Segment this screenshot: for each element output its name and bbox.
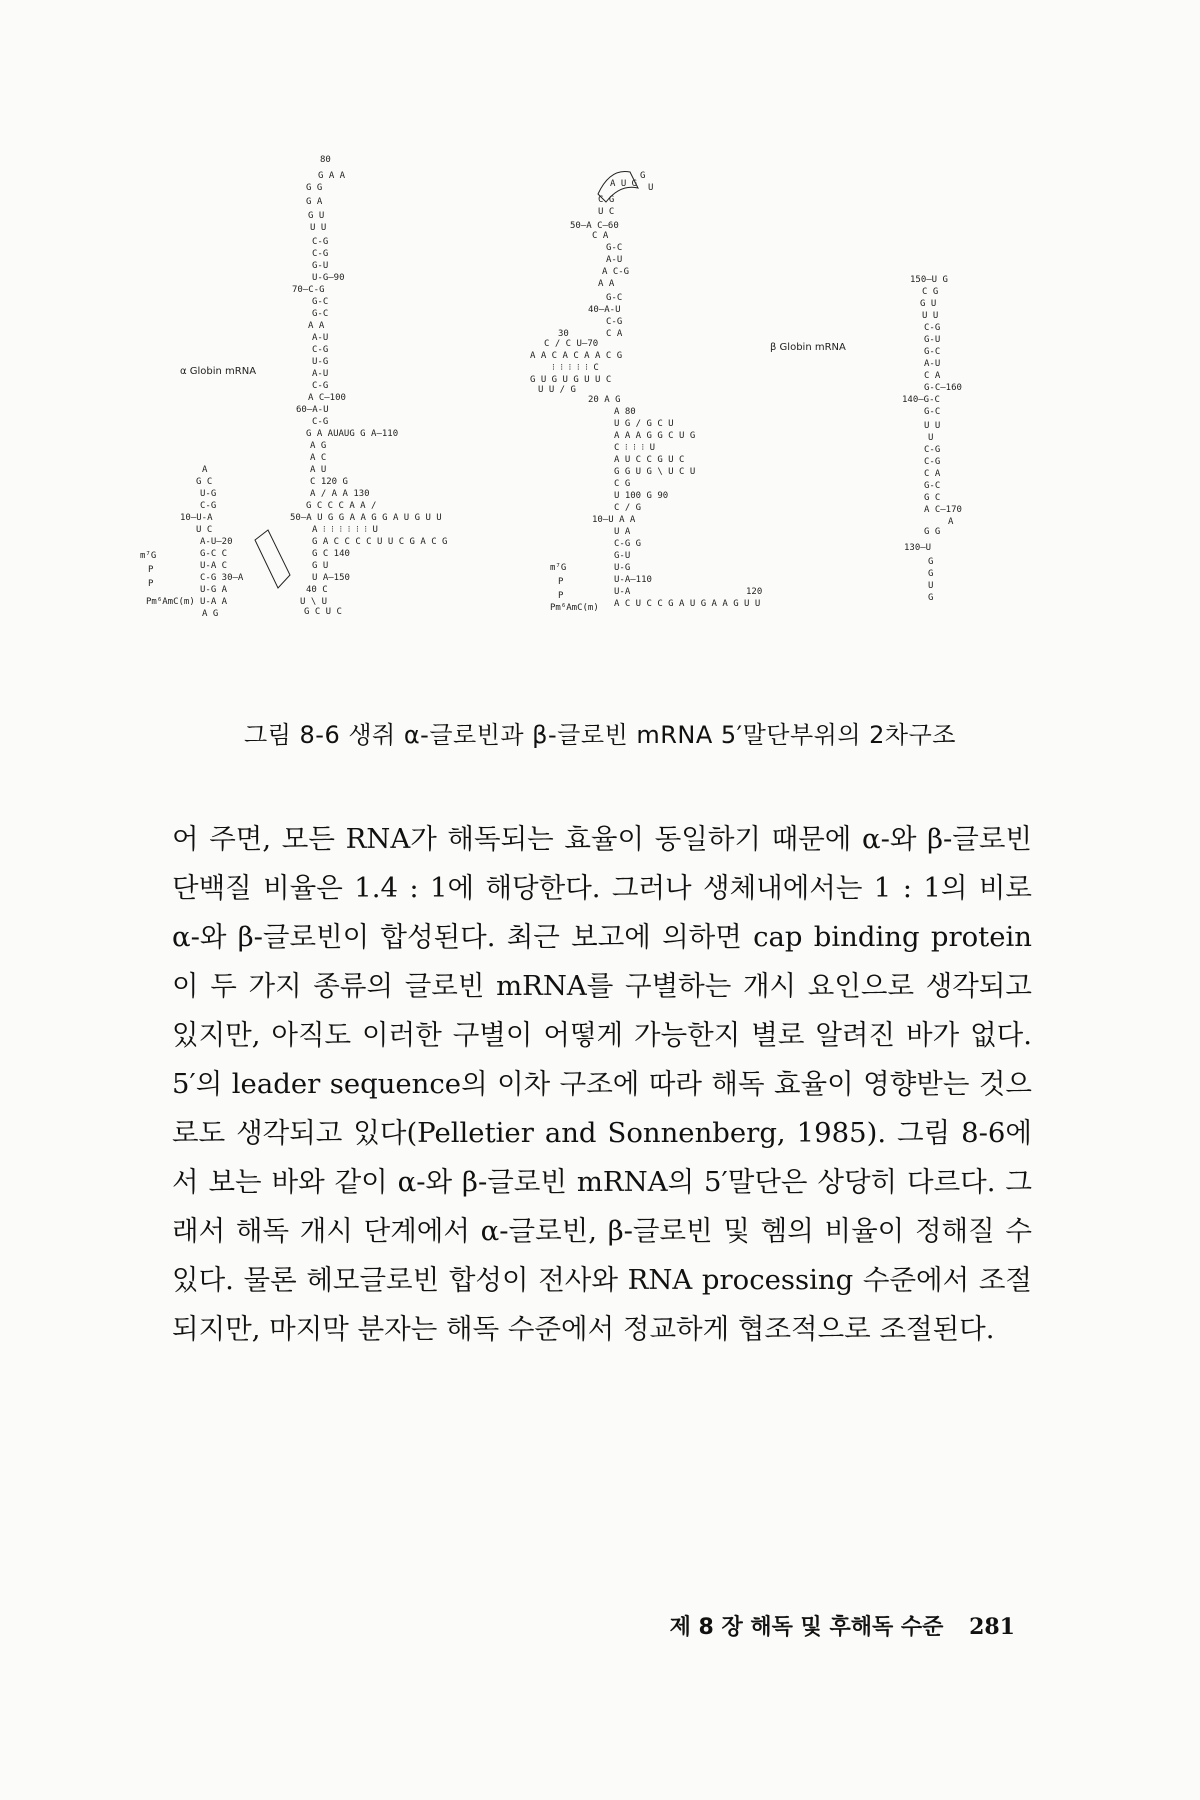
svg-text:G-C: G-C (924, 347, 941, 357)
svg-text:60—A-U: 60—A-U (296, 405, 329, 415)
svg-text:G U: G U (308, 211, 325, 221)
svg-text:U-G A: U-G A (200, 585, 228, 595)
svg-text:U-A C: U-A C (200, 561, 228, 571)
svg-text:U-G: U-G (614, 563, 631, 573)
svg-text:U: U (928, 581, 934, 591)
svg-text:C-G: C-G (606, 317, 623, 327)
svg-text:A A: A A (308, 321, 325, 331)
svg-text:C A: C A (592, 231, 609, 241)
svg-text:40—A-U: 40—A-U (588, 305, 621, 315)
svg-text:G: G (928, 557, 934, 567)
alpha-globin-structure (140, 155, 447, 619)
svg-text:A U C C G U C: A U C C G U C (614, 455, 685, 465)
svg-text:C-G: C-G (924, 323, 941, 333)
svg-text:G-C: G-C (312, 309, 329, 319)
alpha-cap: Pm⁶AmC(m) (146, 597, 195, 607)
figure-caption: 그림 8-6 생쥐 α-글로빈과 β-글로빈 mRNA 5′말단부위의 2차구조 (244, 721, 956, 749)
svg-text:A C: A C (310, 453, 327, 463)
svg-text:G C: G C (196, 477, 213, 487)
svg-text:U 100 G 90: U 100 G 90 (614, 491, 669, 501)
svg-text:A U: A U (310, 465, 327, 475)
svg-text:G A AUAUG G A—110: G A AUAUG G A—110 (306, 429, 399, 439)
beta-m7g: m⁷G (550, 563, 567, 573)
svg-text:U-A A: U-A A (200, 597, 228, 607)
svg-text:C G: C G (614, 479, 631, 489)
svg-text:U C: U C (598, 207, 615, 217)
svg-text:C / C U—70: C / C U—70 (544, 339, 599, 349)
svg-text:G-U: G-U (312, 261, 329, 271)
svg-text:A U G: A U G (610, 179, 638, 189)
svg-text:G U: G U (920, 299, 937, 309)
svg-text:U U: U U (924, 421, 941, 431)
svg-text:C G: C G (598, 195, 615, 205)
svg-text:G: G (928, 569, 934, 579)
svg-text:C ⁝ ⁝ ⁝ U: C ⁝ ⁝ ⁝ U (614, 443, 656, 453)
svg-text:A G: A G (202, 609, 219, 619)
svg-text:G G U G \ U C U: G G U G \ U C U (614, 467, 696, 477)
beta-globin-structure (530, 171, 962, 613)
svg-text:A A A G G C U G: A A A G G C U G (614, 431, 696, 441)
svg-text:G-C—160: G-C—160 (924, 383, 962, 393)
svg-text:G U: G U (312, 561, 329, 571)
body-text (172, 815, 1032, 1354)
svg-text:U G / G C U: U G / G C U (614, 419, 674, 429)
svg-text:U U / G: U U / G (538, 385, 576, 395)
svg-text:C-G 30—A: C-G 30—A (200, 573, 244, 583)
svg-text:130—U: 130—U (904, 543, 932, 553)
svg-text:A-U: A-U (924, 359, 941, 369)
svg-text:U: U (648, 183, 654, 193)
svg-text:30: 30 (558, 329, 569, 339)
svg-text:G: G (928, 593, 934, 603)
svg-text:150—U G: 150—U G (910, 275, 948, 285)
svg-text:G-C C: G-C C (200, 549, 228, 559)
chapter-title: 제 8 장 해독 및 후해독 수준 (669, 1615, 944, 1640)
svg-text:C-G: C-G (924, 457, 941, 467)
svg-text:U-A: U-A (614, 587, 631, 597)
svg-text:G-C: G-C (606, 293, 623, 303)
svg-text:C 120 G: C 120 G (310, 477, 348, 487)
svg-text:G-C: G-C (924, 481, 941, 491)
svg-text:C-G: C-G (312, 345, 329, 355)
svg-text:50—A U G G A A G G A U G U U: 50—A U G G A A G G A U G U U (290, 513, 442, 523)
svg-text:G-C: G-C (924, 407, 941, 417)
alpha-globin-label: α Globin mRNA (180, 366, 257, 377)
svg-text:G C 140: G C 140 (312, 549, 350, 559)
svg-text:U-A—110: U-A—110 (614, 575, 652, 585)
beta-globin-label: β Globin mRNA (770, 342, 846, 353)
svg-text:G: G (640, 171, 646, 181)
svg-text:80: 80 (320, 155, 331, 165)
svg-text:A G: A G (310, 441, 327, 451)
body-paragraph: 어 주면, 모든 RNA가 해독되는 효율이 동일하기 때문에 α-와 β-글로빈 단백질 비율은 1.4 : 1에 해당한다. 그러나 생체내에서는 1 : 1의 비로 α-와 β-글로빈이 합성된다. 최근 보고에 의하면 cap binding protein이 두 가지 종류의 글로빈 mRNA를 구별하는 개시 요인으로 생각되고 있지만, 아직도 이러한 구별이 어떻게 가능한지 별로 알려진 바가 없다. 5′의 leader sequence의 이차 구조에 따라 해독 효율이 영향받는 것으로도 생각되고 있다(Pelletier and Sonnenberg, 1985). 그림 8-6에서 보는 바와 같이 α-와 β-글로빈 mRNA의 5′말단은 상당히 다르다. 그래서 해독 개시 단계에서 α-글로빈, β-글로빈 및 헴의 비율이 정해질 수 있다. 물론 헤모글로빈 합성이 전사와 RNA processing 수준에서 조절되지만, 마지막 분자는 해독 수준에서 정교하게 협조적으로 조절된다. (172, 823, 1032, 1345)
svg-text:A C-G: A C-G (602, 267, 630, 277)
svg-text:U A: U A (614, 527, 631, 537)
svg-text:A-U—20: A-U—20 (200, 537, 233, 547)
svg-text:U U: U U (922, 311, 939, 321)
svg-text:10—U A A: 10—U A A (592, 515, 636, 525)
svg-text:40 C: 40 C (306, 585, 328, 595)
svg-text:G A C C C C U U C G A C G: G A C C C C U U C G A C G (312, 537, 448, 547)
svg-text:C A: C A (606, 329, 623, 339)
svg-text:A 80: A 80 (614, 407, 636, 417)
page-footer (670, 1610, 1015, 1641)
page-number: 281 (969, 1614, 1015, 1640)
svg-text:U C: U C (196, 525, 213, 535)
svg-text:10—U-A: 10—U-A (180, 513, 213, 523)
svg-text:70—C-G: 70—C-G (292, 285, 325, 295)
svg-text:U U: U U (310, 223, 327, 233)
svg-text:A C U C C G A U G A: A C U C C G A U G A A G U U (614, 599, 761, 609)
svg-text:G A A: G A A (318, 171, 346, 181)
svg-text:A / A A 130: A / A A 130 (310, 489, 370, 499)
svg-text:C-G: C-G (312, 417, 329, 427)
beta-p1: P (558, 577, 564, 587)
svg-text:U-G—90: U-G—90 (312, 273, 345, 283)
svg-text:C-G G: C-G G (614, 539, 642, 549)
svg-text:G G: G G (924, 527, 941, 537)
svg-text:C A: C A (924, 469, 941, 479)
svg-text:C-G: C-G (312, 237, 329, 247)
svg-text:A A: A A (598, 279, 615, 289)
svg-text:C-G: C-G (924, 445, 941, 455)
svg-text:U \ U: U \ U (300, 597, 328, 607)
rna-structure-figure (140, 150, 1000, 690)
svg-text:C-G: C-G (200, 501, 217, 511)
svg-text:G U G U G U U C: G U G U G U U C (530, 375, 612, 385)
svg-text:G G: G G (306, 183, 323, 193)
svg-text:G C C C A A /: G C C C A A / (306, 501, 377, 511)
svg-text:G-U: G-U (924, 335, 941, 345)
alpha-m7g: m⁷G (140, 551, 157, 561)
svg-text:A-U: A-U (312, 369, 329, 379)
svg-text:120: 120 (746, 587, 763, 597)
svg-text:G A: G A (306, 197, 323, 207)
svg-text:C A: C A (924, 371, 941, 381)
svg-text:C G: C G (922, 287, 939, 297)
svg-text:G-U: G-U (614, 551, 631, 561)
svg-text:20 A G: 20 A G (588, 395, 621, 405)
svg-text:A-U: A-U (312, 333, 329, 343)
svg-text:C-G: C-G (312, 249, 329, 259)
svg-text:G C U C: G C U C (304, 607, 342, 617)
svg-text:U-G: U-G (200, 489, 217, 499)
svg-text:G-C: G-C (606, 243, 623, 253)
svg-text:G-C: G-C (312, 297, 329, 307)
svg-text:140—G-C: 140—G-C (902, 395, 940, 405)
svg-text:U: U (928, 433, 934, 443)
svg-text:A-U: A-U (606, 255, 623, 265)
svg-text:A: A (202, 465, 208, 475)
svg-text:A ⁝ ⁝ ⁝ ⁝ ⁝ ⁝: A ⁝ ⁝ ⁝ ⁝ ⁝ ⁝ U (312, 525, 378, 535)
beta-cap: Pm⁶AmC(m) (550, 603, 599, 613)
svg-text:A C—170: A C—170 (924, 505, 962, 515)
rna-diagram (140, 150, 1000, 690)
svg-text:A A C A C A A C G: A A C A C A A C G (530, 351, 623, 361)
svg-text:U A—150: U A—150 (312, 573, 350, 583)
svg-text:G C: G C (924, 493, 941, 503)
svg-text:⁝ ⁝ ⁝ ⁝ ⁝ C: ⁝ ⁝ ⁝ ⁝ ⁝ C (552, 363, 599, 373)
alpha-p1: P (148, 565, 154, 575)
svg-text:C-G: C-G (312, 381, 329, 391)
alpha-p2: P (148, 579, 154, 589)
svg-text:U-G: U-G (312, 357, 329, 367)
svg-text:C / G: C / G (614, 503, 642, 513)
svg-text:A: A (948, 517, 954, 527)
svg-text:50—A C—60: 50—A C—60 (570, 221, 619, 231)
svg-text:A C—100: A C—100 (308, 393, 346, 403)
beta-p2: P (558, 591, 564, 601)
